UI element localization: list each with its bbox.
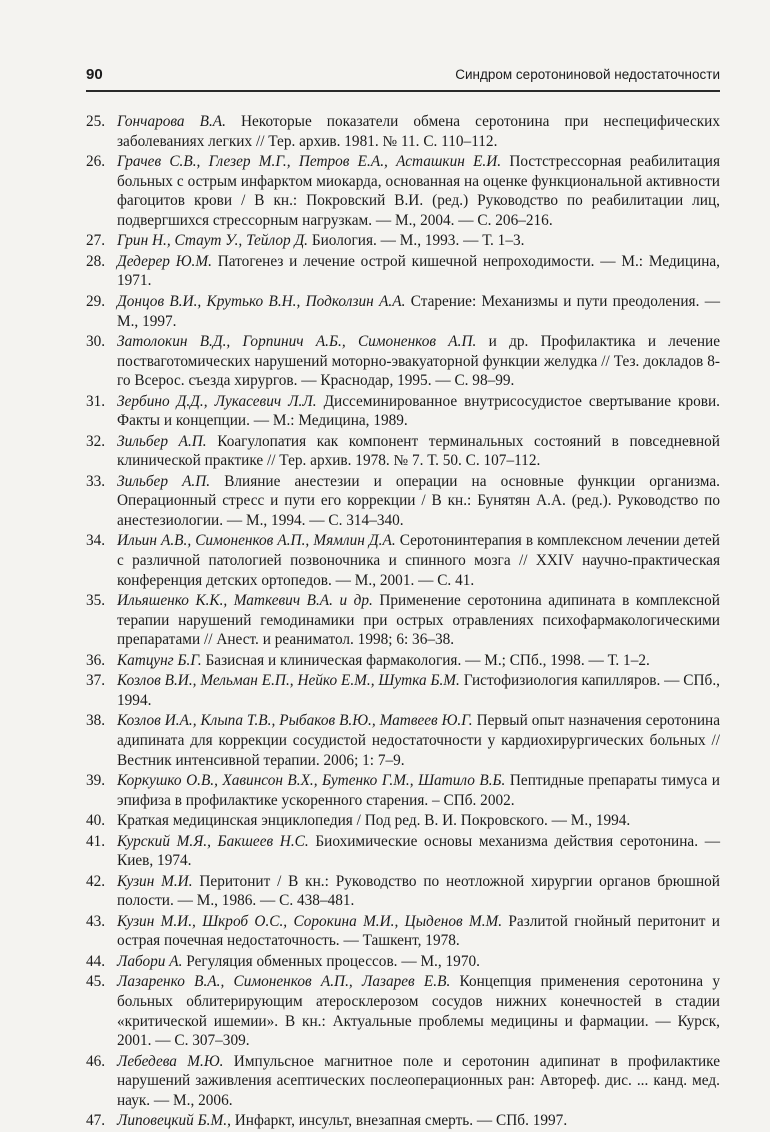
reference-number: 26. [86,153,106,171]
reference-authors: Затолокин В.Д., Горпинич А.Б., Симоненков А.П. [117,332,477,350]
reference-authors: Зильбер А.П. [117,472,211,490]
reference-number: 46. [86,1052,106,1070]
reference-text: Концепция применения серотонина у больных облитерирующим атеросклерозом сосудов нижних конечностей в стадии «критической ишемии». В кн.: Актуальные проблемы медицины и фармации. — Курск, 2001. — С. 307–309. [117,973,720,1050]
reference-item [86,531,720,590]
reference-authors: Курский М.Я., Бакшеев Н.С. [117,832,309,850]
reference-authors: Грачев С.В., Глезер М.Г., Петров Е.А., Асташкин Е.И. [117,153,502,171]
reference-authors: Грин Н., Стаут У., Тейлор Д. [117,232,308,250]
page-number: 90 [86,66,103,83]
reference-number: 42. [86,872,106,890]
reference-number: 27. [86,232,106,250]
reference-text: Некоторые показатели обмена серотонина при неспецифических заболеваниях легких // Тер. архив. 1981. № 11. С. 110–112. [117,113,721,150]
reference-item [86,231,720,251]
running-title: Синдром серотониновой недостаточности [455,67,720,82]
reference-number: 29. [86,292,106,310]
reference-text: Старение: Механизмы и пути преодоления. — М., 1997. [117,292,720,330]
reference-text: Разлитой гнойный перитонит и острая почечная недостаточность. — Ташкент, 1978. [117,912,720,950]
reference-authors: Дедерер Ю.М. [117,252,212,270]
reference-item [86,952,720,972]
reference-number: 31. [86,392,106,410]
reference-text: Влияние анестезии и операции на основные функции организма. Операционный стресс и пути его коррекции / В кн.: Бунятян А.А. (ред.). Руководство по анестезиологии. — М., 1994. — С. 314–340. [117,472,720,529]
reference-number: 34. [86,532,106,550]
reference-number: 40. [86,812,106,830]
reference-item [86,292,720,331]
reference-item [86,152,720,230]
reference-item [86,972,720,1050]
reference-item [86,711,720,770]
reference-item [86,1111,720,1131]
reference-authors: Кузин М.И. [117,872,193,890]
reference-number: 30. [86,332,106,350]
reference-number: 25. [86,113,106,130]
reference-text: Биохимические основы механизма действия серотонина. — Киев, 1974. [117,832,720,870]
reference-authors: Козлов И.А., Клыпа Т.В., Рыбаков В.Ю., Матвеев Ю.Г. [117,712,473,730]
reference-text: Серотонинтерапия в комплексном лечении детей с различной патологией позвоночника и спинного мозга // XXIV научно-практическая конференция детских ортопедов. — М., 2001. — С. 41. [117,532,720,589]
reference-item [86,472,720,531]
reference-authors: Лебедева М.Ю. [117,1052,224,1070]
reference-item [86,1052,720,1111]
reference-text: Гистофизиология капилляров. — СПб., 1994. [117,672,720,709]
reference-authors: Зильбер А.П. [117,432,207,450]
reference-item [86,832,720,871]
reference-authors: Ильин А.В., Симоненков А.П., Мямлин Д.А. [117,532,396,550]
reference-text: Диссеминированное внутрисосудистое свертывание крови. Факты и концепции. — М.: Медицина, 1989. [117,392,720,430]
reference-text: , Инфаркт, инсульт, внезапная смерть. — СПб. 1997. [227,1112,568,1130]
reference-number: 39. [86,772,106,790]
reference-authors: Коркушко О.В., Хавинсон В.Х., Бутенко Г.М., Шатило В.Б. [117,772,506,790]
reference-number: 35. [86,592,106,610]
reference-text: Применение серотонина адипината в комплексной терапии нарушений гемодинамики при острых отравлениях психофармакологическими препаратами // Анест. и реаниматол. 1998; 6: 36–38. [117,592,720,649]
reference-item [86,771,720,810]
page-header [86,66,720,92]
reference-number: 47. [86,1112,106,1130]
reference-authors: Лазаренко В.А., Симоненков А.П., Лазарев Е.В. [117,973,451,991]
reference-authors: Кузин М.И., Шкроб О.С., Сорокина М.И., Цыденов М.М. [117,912,503,930]
reference-authors: Козлов В.И., Мельман Е.П., Нейко Е.М., Шутка Б.М. [117,672,460,690]
reference-item [86,252,720,291]
reference-item [86,332,720,391]
reference-number: 43. [86,912,106,930]
reference-number: 41. [86,832,106,850]
reference-number: 44. [86,952,106,970]
reference-authors: Ильяшенко К.К., Маткевич В.А. и др. [117,592,373,610]
reference-text: Перитонит / В кн.: Руководство по неотложной хирургии органов брюшной полости. — М., 1986. — С. 438–481. [117,872,720,910]
reference-item [86,872,720,911]
reference-authors: Липовецкий Б.М. [117,1112,228,1130]
reference-text: Постстрессорная реабилитация больных с острым инфарктом миокарда, основанная на оценке функциональной активности фагоцитов крови / В кн.: Покровский В.И. (ред.) Руководство по реабилитации лиц, подвергшихся стрессорным нагрузкам. — М., 2004. — С. 206–216. [117,153,720,229]
reference-authors: Гончарова В.А. [117,113,226,130]
reference-item [86,432,720,471]
reference-number: 32. [86,432,106,450]
reference-item [86,811,720,831]
reference-item [86,112,720,151]
reference-number: 38. [86,712,106,730]
reference-number: 36. [86,651,106,669]
reference-authors: Зербино Д.Д., Лукасевич Л.Л. [117,392,317,410]
reference-text: Биология. — М., 1993. — Т. 1–3. [308,232,525,250]
reference-text: Базисная и клиническая фармакология. — М.; СПб., 1998. — Т. 1–2. [201,651,650,669]
reference-item [86,591,720,650]
reference-item [86,651,720,671]
reference-text: Импульсное магнитное поле и серотонин адипинат в профилактике нарушений заживления асептических послеоперационных ран: Автореф. дис. ... канд. мед. наук. — М., 2006. [117,1052,720,1109]
reference-list [86,112,720,1132]
reference-number: 45. [86,973,106,991]
reference-item [86,392,720,431]
reference-text: Первый опыт назначения серотонина адипината для коррекции сосудистой недостаточности у кардиохирургических больных // Вестник интенсивной терапии. 2006; 1: 7–9. [117,712,720,769]
reference-text: Регуляция обменных процессов. — М., 1970. [182,952,480,970]
reference-item [86,671,720,710]
reference-number: 28. [86,252,106,270]
reference-text: Патогенез и лечение острой кишечной непроходимости. — М.: Медицина, 1971. [117,252,720,290]
reference-authors: Донцов В.И., Крутько В.Н., Подколзин А.А. [117,292,406,310]
reference-text: Коагулопатия как компонент терминальных состояний в повседневной клинической практике // Тер. архив. 1978. № 7. Т. 50. С. 107–112. [117,432,720,470]
reference-number: 37. [86,672,106,690]
reference-authors: Катцунг Б.Г. [117,651,202,669]
reference-text: Краткая медицинская энциклопедия / Под ред. В. И. Покровского. — М., 1994. [117,812,631,830]
reference-text: и др. Профилактика и лечение постваготомических нарушений моторно-эвакуаторной функции желудка // Тез. докладов 8-го Всерос. съезда хирургов. — Краснодар, 1995. — С. 98–99. [117,332,720,390]
reference-authors: Лабори А. [117,952,183,970]
reference-number: 33. [86,472,106,490]
reference-text: Пептидные препараты тимуса и эпифиза в профилактике ускоренного старения. – СПб. 2002. [117,772,720,809]
reference-item [86,912,720,951]
